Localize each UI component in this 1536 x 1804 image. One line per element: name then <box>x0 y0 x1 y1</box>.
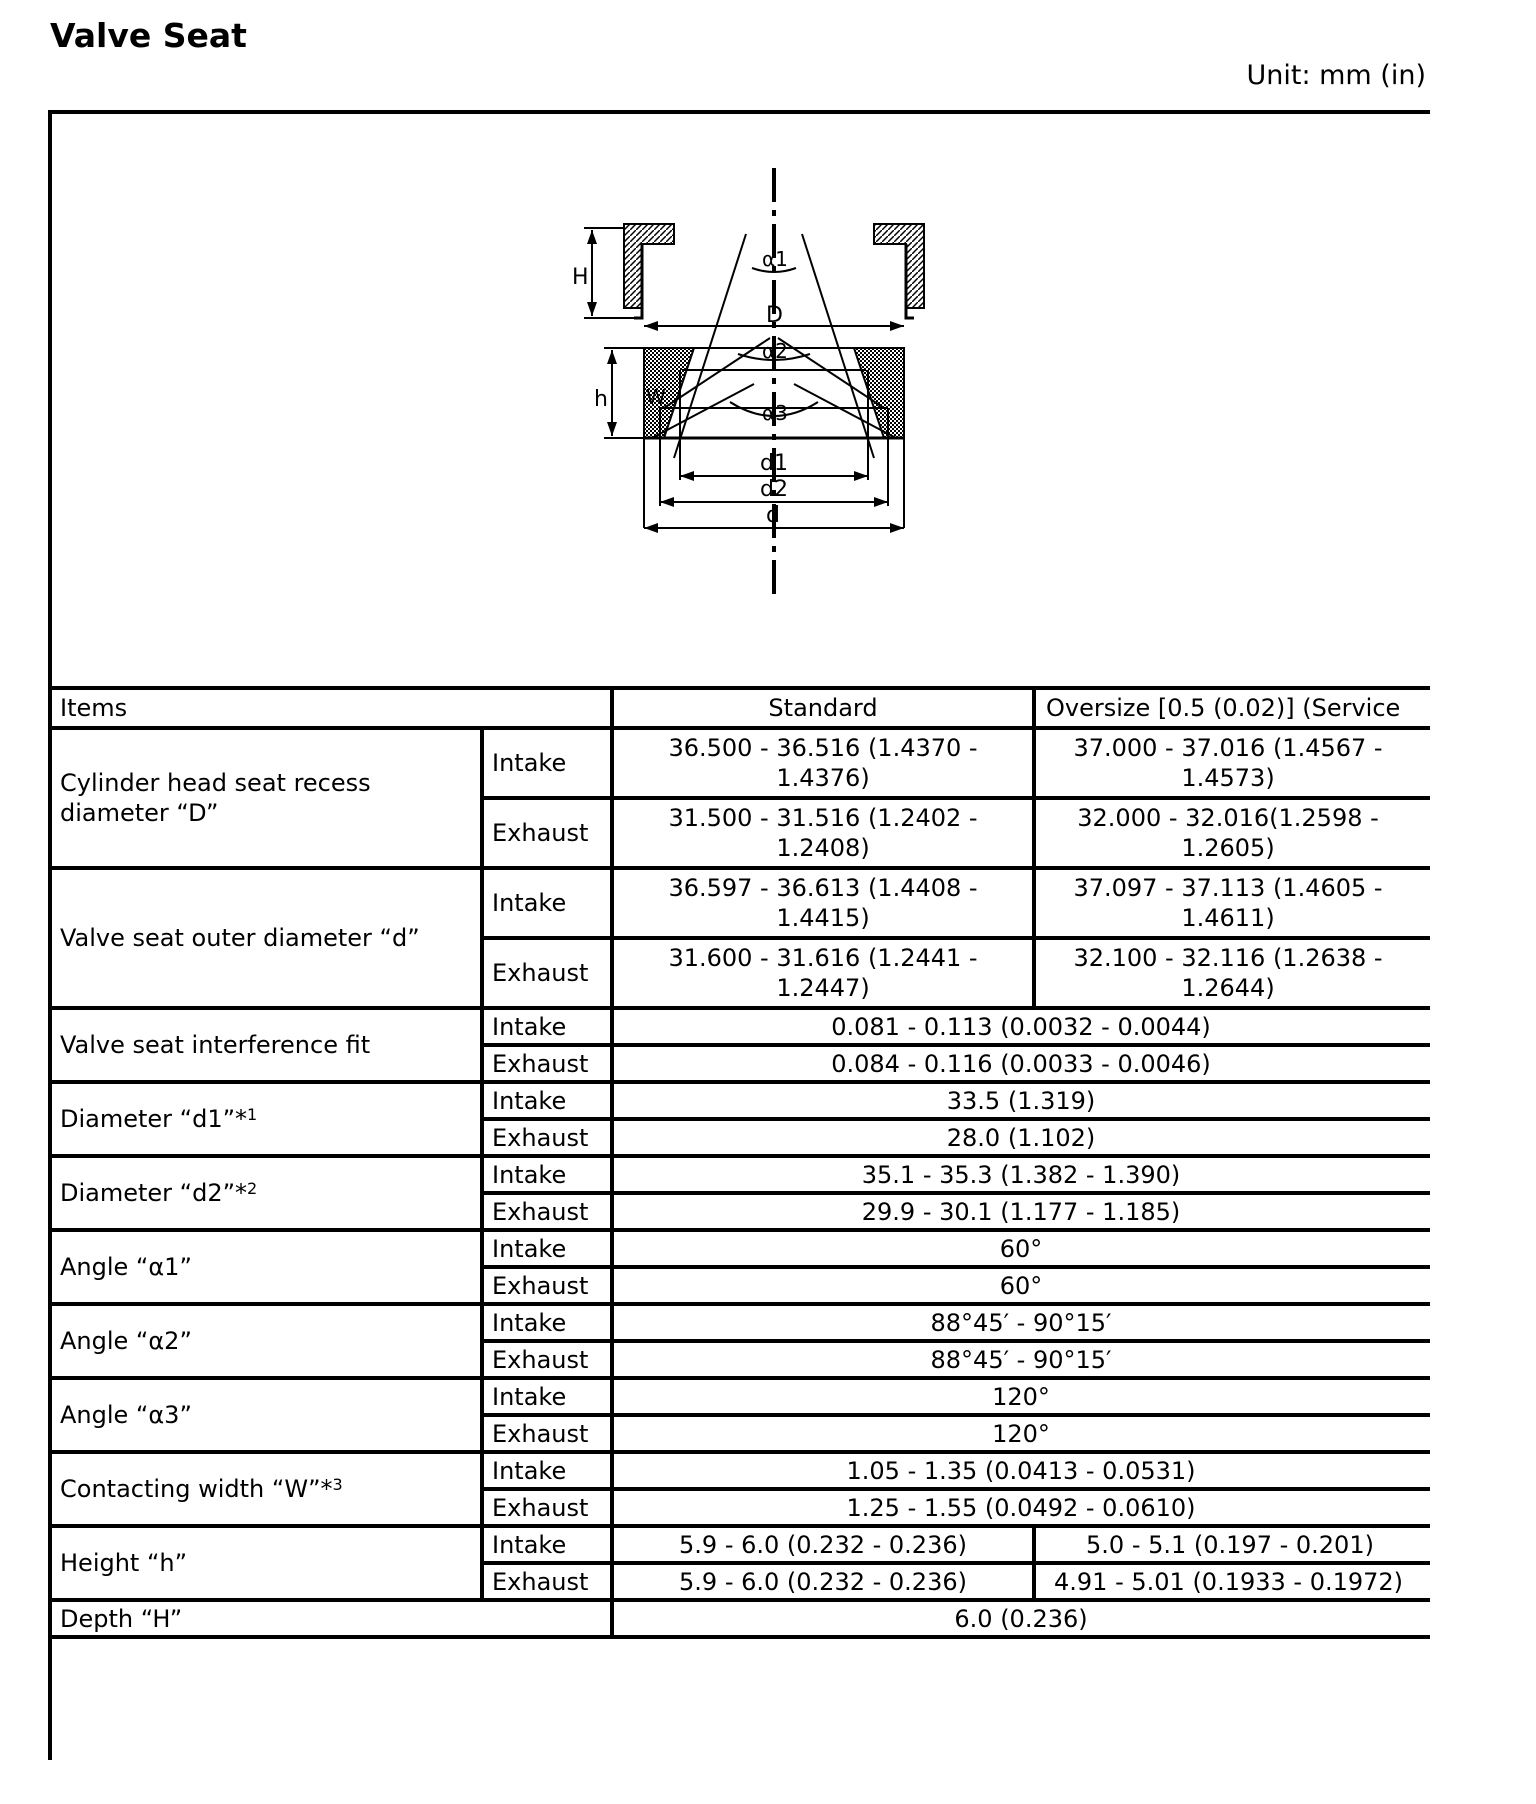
footnote-marker: 3 <box>332 1475 343 1494</box>
cell-value: 60° <box>612 1267 1430 1304</box>
cell-value: 5.0 - 5.1 (0.197 - 0.201) <box>1034 1526 1430 1563</box>
exhaust-label: Exhaust <box>482 1193 612 1230</box>
cell-value: 88°45′ - 90°15′ <box>612 1341 1430 1378</box>
row-label-a3: Angle “α3” <box>52 1378 482 1452</box>
row-label-seat-recess: Cylinder head seat recess diameter “D” <box>52 728 482 868</box>
unit-label: Unit: mm (in) <box>1246 60 1426 91</box>
cell-value: 1.25 - 1.55 (0.0492 - 0.0610) <box>612 1489 1430 1526</box>
table-row <box>52 1156 1430 1193</box>
cell-value: 32.100 - 32.116 (1.2638 - 1.2644) <box>1034 938 1430 1008</box>
cell-value: 0.084 - 0.116 (0.0033 - 0.0046) <box>612 1045 1430 1082</box>
intake-label: Intake <box>482 728 612 798</box>
label-d2: d2 <box>760 477 788 502</box>
table-row <box>52 1378 1430 1415</box>
cell-value: 36.597 - 36.613 (1.4408 - 1.4415) <box>612 868 1034 938</box>
table-row <box>52 1526 1430 1563</box>
row-label-d1 <box>52 1082 482 1156</box>
table-row <box>52 728 1430 798</box>
label-alpha2: α2 <box>762 339 788 363</box>
row-label-h: Height “h” <box>52 1526 482 1600</box>
row-label-depth: Depth “H” <box>52 1600 612 1637</box>
spec-frame <box>48 110 1430 1760</box>
cell-value: 6.0 (0.236) <box>612 1600 1430 1637</box>
cell-value: 32.000 - 32.016(1.2598 - 1.2605) <box>1034 798 1430 868</box>
exhaust-label: Exhaust <box>482 1489 612 1526</box>
valve-seat-drawing <box>534 158 1014 648</box>
cell-value: 5.9 - 6.0 (0.232 - 0.236) <box>612 1563 1034 1600</box>
label-alpha1: α1 <box>762 247 788 271</box>
cell-value: 4.91 - 5.01 (0.1933 - 0.1972) <box>1034 1563 1430 1600</box>
header-oversize: Oversize [0.5 (0.02)] (Service <box>1034 688 1430 728</box>
intake-label: Intake <box>482 1452 612 1489</box>
cell-value: 35.1 - 35.3 (1.382 - 1.390) <box>612 1156 1430 1193</box>
cell-value: 37.000 - 37.016 (1.4567 - 1.4573) <box>1034 728 1430 798</box>
page-title: Valve Seat <box>50 16 247 55</box>
row-label-a1: Angle “α1” <box>52 1230 482 1304</box>
exhaust-label: Exhaust <box>482 1267 612 1304</box>
table-row <box>52 1008 1430 1045</box>
row-label-interference: Valve seat interference fit <box>52 1008 482 1082</box>
cell-value: 120° <box>612 1415 1430 1452</box>
valve-seat-spec-table <box>52 686 1430 1639</box>
intake-label: Intake <box>482 1304 612 1341</box>
header-items: Items <box>52 688 612 728</box>
header-standard: Standard <box>612 688 1034 728</box>
label-W: W <box>646 385 666 409</box>
intake-label: Intake <box>482 1378 612 1415</box>
cell-value: 31.600 - 31.616 (1.2441 - 1.2447) <box>612 938 1034 1008</box>
row-label-outer-dia: Valve seat outer diameter “d” <box>52 868 482 1008</box>
header-row <box>52 688 1430 728</box>
exhaust-label: Exhaust <box>482 938 612 1008</box>
cell-value: 37.097 - 37.113 (1.4605 - 1.4611) <box>1034 868 1430 938</box>
exhaust-label: Exhaust <box>482 1045 612 1082</box>
table-row <box>52 1452 1430 1489</box>
valve-seat-diagram <box>52 114 1430 686</box>
row-label-d1-text: Diameter “d1”* <box>60 1105 248 1133</box>
label-h: h <box>594 387 608 412</box>
row-label-w-text: Contacting width “W”* <box>60 1475 333 1503</box>
intake-label: Intake <box>482 1082 612 1119</box>
row-label-w <box>52 1452 482 1526</box>
intake-label: Intake <box>482 1230 612 1267</box>
footnote-marker: 2 <box>247 1179 258 1198</box>
exhaust-label: Exhaust <box>482 1119 612 1156</box>
row-label-d2-text: Diameter “d2”* <box>60 1179 248 1207</box>
intake-label: Intake <box>482 1156 612 1193</box>
cell-value: 31.500 - 31.516 (1.2402 - 1.2408) <box>612 798 1034 868</box>
cell-value: 33.5 (1.319) <box>612 1082 1430 1119</box>
cell-value: 88°45′ - 90°15′ <box>612 1304 1430 1341</box>
cell-value: 1.05 - 1.35 (0.0413 - 0.0531) <box>612 1452 1430 1489</box>
label-d1: d1 <box>760 451 788 476</box>
cell-value: 28.0 (1.102) <box>612 1119 1430 1156</box>
footnote-marker: 1 <box>247 1105 258 1124</box>
exhaust-label: Exhaust <box>482 1415 612 1452</box>
exhaust-label: Exhaust <box>482 1563 612 1600</box>
cell-value: 36.500 - 36.516 (1.4370 - 1.4376) <box>612 728 1034 798</box>
cell-value: 0.081 - 0.113 (0.0032 - 0.0044) <box>612 1008 1430 1045</box>
table-row <box>52 868 1430 938</box>
cell-value: 29.9 - 30.1 (1.177 - 1.185) <box>612 1193 1430 1230</box>
label-H: H <box>572 265 589 290</box>
label-alpha3: α3 <box>762 401 788 425</box>
cell-value: 120° <box>612 1378 1430 1415</box>
exhaust-label: Exhaust <box>482 1341 612 1378</box>
label-d: d <box>766 503 780 528</box>
table-row <box>52 1230 1430 1267</box>
exhaust-label: Exhaust <box>482 798 612 868</box>
cell-value: 5.9 - 6.0 (0.232 - 0.236) <box>612 1526 1034 1563</box>
intake-label: Intake <box>482 1526 612 1563</box>
label-D: D <box>766 303 783 328</box>
row-label-d2 <box>52 1156 482 1230</box>
cell-value: 60° <box>612 1230 1430 1267</box>
table-row <box>52 1304 1430 1341</box>
table-row <box>52 1600 1430 1637</box>
intake-label: Intake <box>482 868 612 938</box>
intake-label: Intake <box>482 1008 612 1045</box>
row-label-a2: Angle “α2” <box>52 1304 482 1378</box>
table-row <box>52 1082 1430 1119</box>
